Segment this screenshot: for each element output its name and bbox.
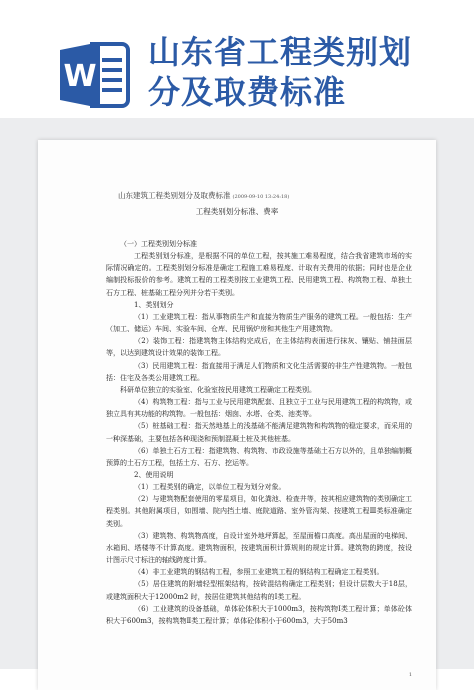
banner-title-line1: 山东省工程类别划 (148, 33, 413, 71)
paragraph: （3）民用建筑工程：指直接用于满足人们物质和文化生活需要的非生产性建筑物。一般包括：住宅及各类公用建筑工程。 (106, 361, 412, 382)
paragraph: （1）工业建筑工程：指从事物质生产和直接为物质生产服务的建筑工程。一般包括：生产（加工、储运）车间、实验车间、仓库、民用锅炉房和其他生产用建筑物。 (106, 312, 412, 334)
document-subtitle: 工程类别划分标准、费率 (195, 207, 279, 216)
document-body (106, 238, 412, 627)
document-header (118, 190, 289, 201)
paragraph: （5）居住建筑的附墙轻型框架结构，按砖混结构确定工程类别；但设计层数大于18层，或建筑面积大于12000m2 时，按居住建筑其他结构的Ⅰ类工程。 (106, 580, 412, 601)
paragraph: 工程类别划分标准，是根据不同的单位工程，按其施工难易程度，结合我省建筑市场的实际情况确定的。工程类别划分标准是确定工程施工难易程度、计取有关费用的依据；同时也是企业编制投标报价的参考。建筑工程的工程类别按工业建筑工程、民用建筑工程、构筑物工程、单独土石方工程、桩基础工程分列并分若干类别。 (106, 252, 412, 297)
word-document-icon (58, 40, 132, 110)
paragraph: （6）工业建筑的设备基础，单体砼体积大于1000m3，按构筑物Ⅰ类工程计算；单体砼体积大于600m3，按构筑物Ⅱ类工程计算；单体砼体积小于600m3，大于50m3 (106, 604, 412, 625)
paragraph: 2、使用说明 (134, 470, 174, 479)
paragraph: （一）工程类别划分标准 (120, 240, 197, 248)
paragraph: （1）工程类别的确定，以单位工程为划分对象。 (134, 483, 286, 492)
paragraph: （6）单独土石方工程：指建筑物、构筑物、市政设施等基础土石方以外的，且单独编制概预算的土石方工程，包括土方、石方、挖运等。 (106, 446, 412, 467)
paragraph: （2）与建筑物配套使用的零星项目，如化粪池、检查井等，按其相应建筑物的类别确定工程类别。其他附属项目，如围墙、院内挡土墙、庭院道路、室外管沟架、按建筑工程Ⅲ类标准确定类别。 (106, 495, 412, 528)
page-number: 1 (408, 672, 412, 678)
paragraph: （2）装饰工程：指建筑物主体结构完成后，在主体结构表面进行抹灰、镶贴、铺挂面层等，以达到建筑设计效果的装饰工程。 (106, 337, 412, 358)
paragraph: （3）建筑物、构筑物高度，自设计室外地坪算起，至屋面檐口高度。高出屋面的电梯间、水箱间、塔楼等不计算高度。建筑物面积，按建筑面积计算规则的规定计算。建筑物的跨度，按设计图示尺寸标注的轴线跨度计算。 (106, 531, 412, 565)
cover-banner (0, 0, 474, 118)
document-page (38, 140, 436, 690)
paragraph: （4）非工业建筑的钢结构工程，参照工业建筑工程的钢结构工程确定工程类别。 (134, 568, 384, 577)
document-background (0, 118, 474, 678)
header-title: 山东建筑工程类别划分及取费标准 (118, 191, 231, 200)
banner-title (148, 32, 468, 112)
paragraph: （4）构筑物工程：指与工业与民用建筑配套、且独立于工业与民用建筑工程的构筑物，或独立具有其功能的构筑物。一般包括：烟囱、水塔、仓类、池类等。 (106, 398, 412, 419)
paragraph: 1、类别划分 (134, 300, 174, 309)
banner-title-line2: 分及取费标准 (148, 73, 347, 111)
paragraph: （5）桩基础工程：指天然地基上的浅基础不能满足建筑物和构筑物的稳定要求，而采用的一种深基础，主要包括各种现浇和预制混凝土桩及其他桩基。 (106, 422, 412, 443)
header-date: (2009-09-10 13:24:18) (232, 194, 290, 200)
paragraph: 科研单位独立的实验室、化验室按民用建筑工程确定工程类别。 (120, 385, 316, 394)
word-icon-letter: W (63, 59, 97, 94)
